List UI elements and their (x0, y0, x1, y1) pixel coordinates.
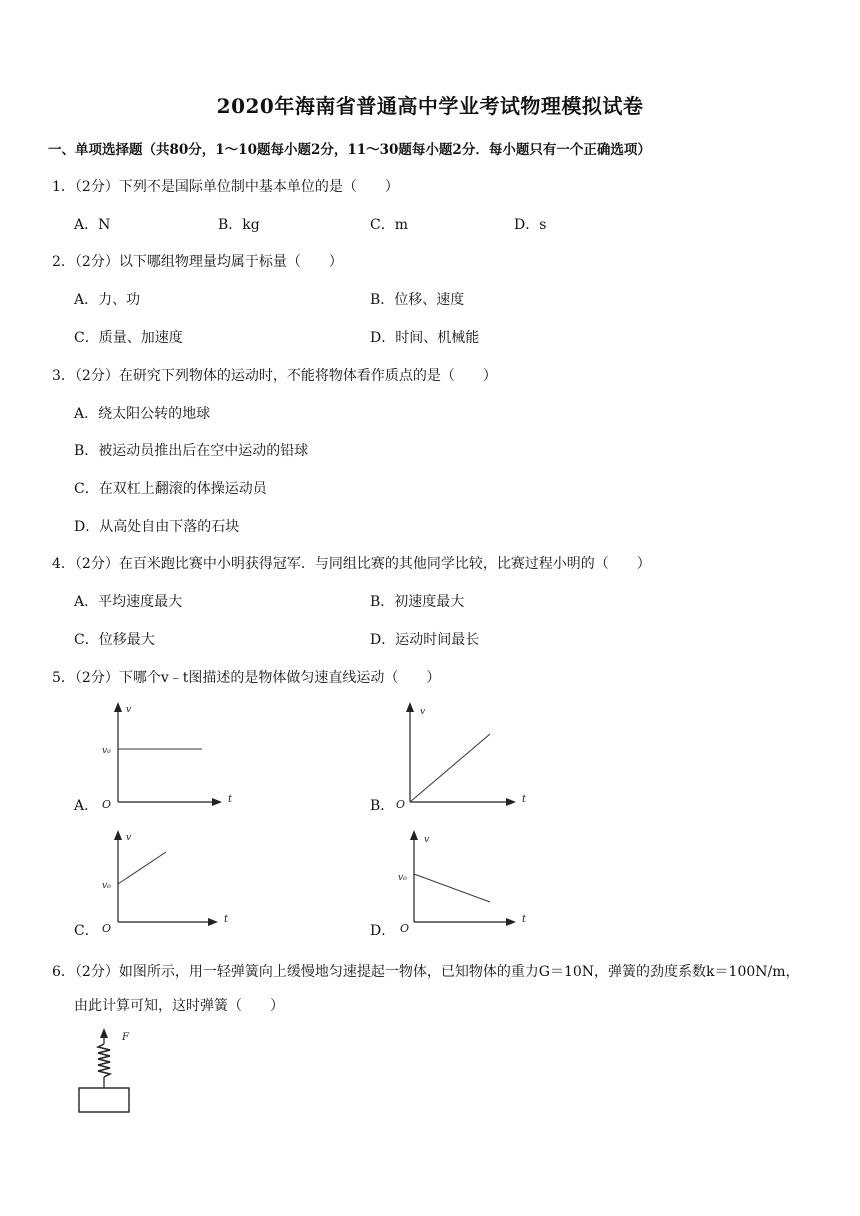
graph-b-t-label: t (522, 794, 527, 805)
graph-c-v-label: v (126, 833, 132, 843)
question-1-stem: 1．（2分）下列不是国际单位制中基本单位的是（ ） (52, 179, 399, 195)
question-4-option-a: A．平均速度最大 (74, 594, 183, 610)
graph-c-t-label: t (224, 914, 229, 925)
question-3-option-b: B．被运动员推出后在空中运动的铅球 (74, 443, 309, 459)
question-5-option-c: C． (74, 923, 99, 939)
graph-d-v-label: v (424, 835, 430, 845)
graph-b-v-label: v (420, 707, 426, 717)
question-1-option-d: D．s (514, 217, 547, 233)
graph-c-line (118, 852, 166, 884)
graph-d-t-label: t (522, 914, 527, 925)
graph-a-v-arrow (114, 702, 122, 712)
question-4-option-c: C．位移最大 (74, 632, 155, 648)
graph-c-v0-label: v₀ (102, 881, 111, 891)
question-4-option-b: B．初速度最大 (370, 594, 465, 610)
graph-b-line (410, 734, 490, 802)
graph-d-t-arrow (506, 918, 516, 926)
graph-d-v-arrow (410, 830, 418, 840)
graph-b-origin-label: O (396, 798, 406, 811)
graph-d-v0-label: v₀ (398, 873, 407, 883)
question-1-option-c: C．m (370, 217, 408, 233)
question-3-stem: 3．（2分）在研究下列物体的运动时，不能将物体看作质点的是（ ） (52, 368, 497, 384)
question-5-option-a: A． (74, 798, 99, 814)
graph-a-t-arrow (212, 798, 222, 806)
question-5-stem: 5．（2分）下哪个v﹣t图描述的是物体做匀速直线运动（ ） (52, 670, 441, 686)
question-1-option-a: A．N (74, 217, 111, 233)
graph-c-accelerating-from-v0 (92, 828, 242, 940)
question-2-option-d: D．时间、机械能 (370, 330, 480, 346)
page-title: 2020年海南省普通高中学业考试物理模拟试卷 (216, 94, 644, 118)
question-2-option-a: A．力、功 (74, 292, 141, 308)
question-5-option-b: B． (370, 798, 395, 814)
graph-c-v-arrow (114, 830, 122, 840)
question-6-stem-line-1: 6．（2分）如图所示，用一轻弹簧向上缓慢地匀速提起一物体，已知物体的重力G＝10N，弹簧的劲度系数k＝100N/m， (52, 964, 800, 980)
graph-b-accelerating-from-rest (386, 700, 536, 812)
graph-d-line (414, 874, 490, 902)
graph-a-t-label: t (228, 794, 233, 805)
section-heading: 一、单项选择题（共80分，1～10题每小题2分，11～30题每小题2分．每小题只有一个正确选项） (48, 142, 651, 158)
graph-b-v-arrow (406, 702, 414, 712)
question-4-option-d: D．运动时间最长 (370, 632, 480, 648)
graph-a-origin-label: O (102, 798, 112, 811)
question-5-option-d: D． (370, 923, 396, 939)
block-object (79, 1088, 129, 1112)
question-2-option-c: C．质量、加速度 (74, 330, 183, 346)
spring-figure (76, 1026, 156, 1116)
graph-d-decelerating-from-v0 (386, 828, 536, 940)
question-3-option-c: C．在双杠上翻滚的体操运动员 (74, 481, 267, 497)
question-2-stem: 2．（2分）以下哪组物理量均属于标量（ ） (52, 254, 343, 270)
graph-b-t-arrow (506, 798, 516, 806)
graph-a-uniform-velocity (92, 700, 242, 812)
graph-c-t-arrow (208, 918, 218, 926)
graph-a-v0-label: v₀ (102, 746, 111, 756)
graph-a-v-label: v (126, 705, 132, 715)
graph-c-origin-label: O (102, 922, 112, 935)
question-3-option-d: D．从高处自由下落的石块 (74, 519, 240, 535)
spring-coil (98, 1044, 110, 1077)
question-4-stem: 4．（2分）在百米跑比赛中小明获得冠军．与同组比赛的其他同学比较，比赛过程小明的（ ） (52, 556, 651, 572)
question-6-stem-line-2: 由此计算可知，这时弹簧（ ） (74, 998, 284, 1014)
force-label: F (122, 1032, 129, 1043)
graph-d-origin-label: O (400, 922, 410, 935)
question-1-option-b: B．kg (218, 217, 260, 233)
question-3-option-a: A．绕太阳公转的地球 (74, 406, 211, 422)
question-2-option-b: B．位移、速度 (370, 292, 465, 308)
